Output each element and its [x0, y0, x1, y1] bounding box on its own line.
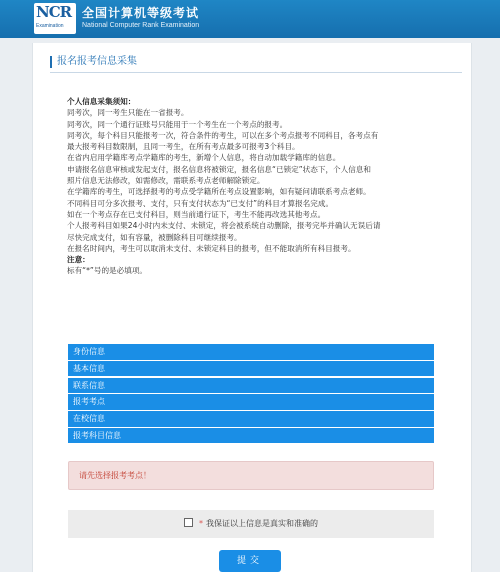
confirm-checkbox[interactable]: [184, 518, 193, 527]
confirm-label: 我保证以上信息是真实和准确的: [206, 519, 318, 528]
section-school-info[interactable]: 在校信息: [68, 411, 434, 427]
form-sections: [68, 344, 434, 445]
notice-block: [67, 96, 442, 277]
confirmation-row: [68, 510, 434, 538]
section-contact-info[interactable]: 联系信息: [68, 378, 434, 394]
logo-subtext: Examination: [36, 23, 64, 29]
page-title: 报名报考信息采集: [50, 56, 137, 68]
notice-line: 申请报名信息审核或发起支付，报名信息将被锁定，报名信息“已锁定”状态下，个人信息和: [67, 164, 372, 174]
site-title-en: National Computer Rank Examination: [82, 22, 200, 29]
notice-line: 尽快完成支付，如有容量，被删除科目可继续报考。: [67, 232, 242, 242]
required-mark: *: [199, 519, 203, 528]
notice-line: 照片信息无法修改，如需修改，需联系考点老师解除锁定。: [67, 176, 265, 186]
logo-mark: NCR: [36, 3, 72, 21]
section-exam-subjects[interactable]: 报考科目信息: [68, 428, 434, 444]
section-identity-info[interactable]: 身份信息: [68, 344, 434, 360]
site-header: [0, 0, 500, 38]
notice-heading: 个人信息采集须知：: [67, 97, 136, 106]
ncre-logo: [34, 3, 76, 34]
notice-line: 在省内启用学籍库考点学籍库的考生，新增个人信息，将自动加载学籍库的信息。: [67, 153, 341, 163]
notice-line: 同考次，每个科目只能报考一次，符合条件的考生，可以在多个考点报考不同科目，各考点有: [67, 130, 379, 140]
notice-line: 个人报考科目如果24小时内未支付、未锁定，将会被系统自动删除，报考完毕并确认无误后请: [67, 221, 381, 231]
note-heading: 注意：: [67, 255, 90, 265]
notice-line: 同考次，同一个通行证账号只能用于一个考生在一个考点的报考。: [67, 119, 288, 129]
warning-alert: 请先选择报考考点！: [68, 461, 434, 490]
notice-line: 如在一个考点存在已支付科目，则当前通行证下，考生不能再改选其他考点。: [67, 209, 326, 219]
notice-line: 在学籍库的考生，可选择报考的考点受学籍所在考点设置影响，如有疑问请联系考点老师。: [67, 187, 371, 197]
note-text: 标有“*”号的是必填项。: [67, 266, 148, 276]
submit-button[interactable]: 提交: [219, 550, 281, 572]
notice-line: 最大报考科目数限制，且同一考生，在所有考点最多可报考3个科目。: [67, 142, 300, 152]
section-basic-info[interactable]: 基本信息: [68, 361, 434, 377]
site-title: 全国计算机等级考试: [82, 6, 200, 20]
section-exam-site[interactable]: 报考考点: [68, 394, 434, 410]
notice-line: 不同科目可分多次报考、支付，只有支付状态为“已支付”的科目才算报名完成。: [67, 198, 334, 208]
title-divider: [50, 72, 462, 73]
notice-line: 同考次，同一考生只能在一省报考。: [67, 108, 189, 118]
notice-line: 在报名时间内，考生可以取消未支付、未锁定科目的报考，但不能取消所有科目报考。: [67, 243, 356, 253]
